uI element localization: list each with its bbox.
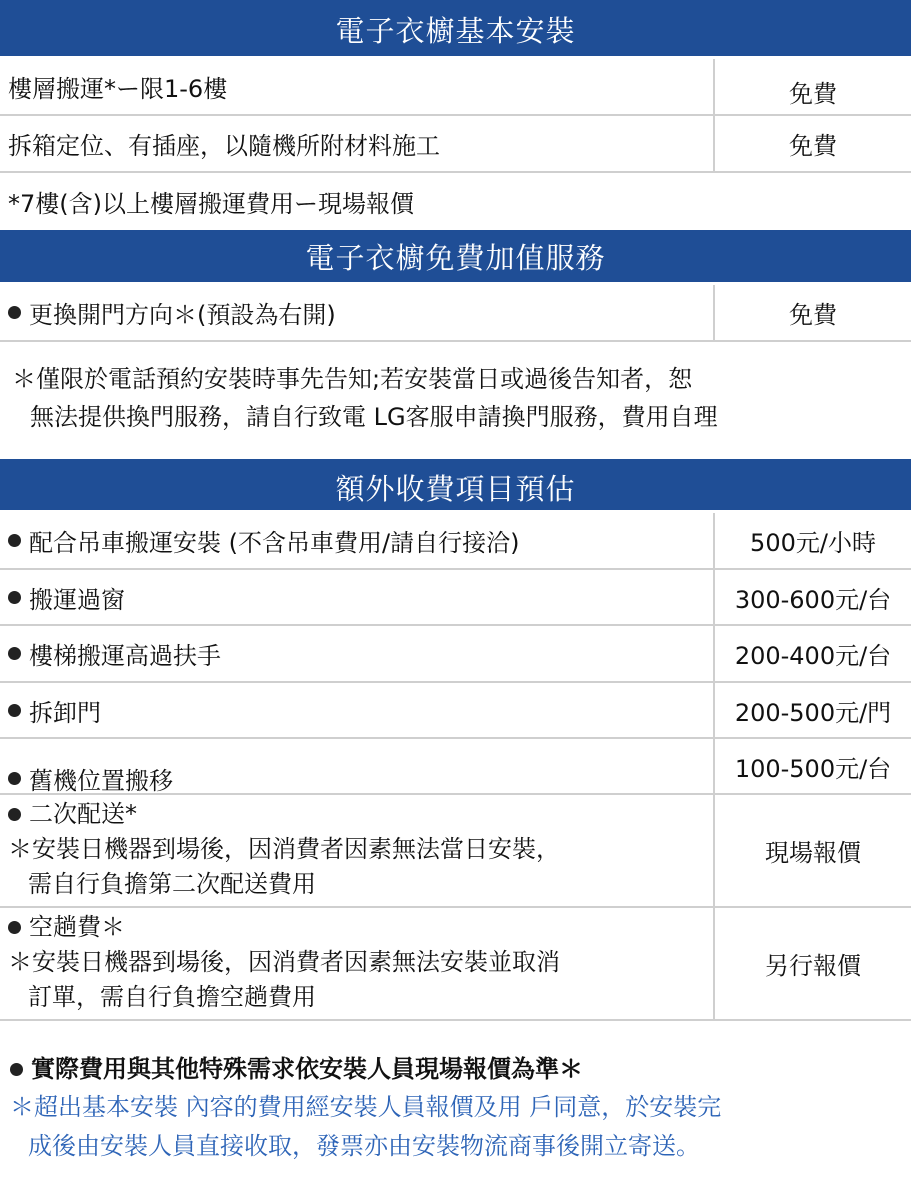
row-price: 200-400元/台 (713, 626, 911, 681)
row-price: 免費 (713, 59, 911, 114)
row-price: 300-600元/台 (713, 570, 911, 624)
high-floor-note: *7樓(含)以上樓層搬運費用ー現場報價 (8, 190, 414, 218)
row-label: 搬運過窗 (29, 585, 125, 614)
section-header-basic-install: 電子衣櫥基本安裝 (0, 0, 911, 59)
bullet-icon (8, 808, 21, 821)
bullet-icon (10, 1063, 23, 1076)
price-row (0, 59, 911, 116)
row-price: 500元/小時 (713, 513, 911, 568)
row-price: 100-500元/台 (713, 739, 911, 793)
price-row-redelivery (0, 795, 911, 908)
bullet-icon (8, 306, 21, 319)
bullet-icon (8, 921, 21, 934)
door-change-note: ＊僅限於電話預約安裝時事先告知;若安裝當日或過後告知者，恕 (12, 365, 693, 393)
row-label: 空趟費＊ (29, 913, 125, 941)
row-label: 樓梯搬運高過扶手 (29, 642, 221, 670)
footer-blue-note: ＊超出基本安裝 內容的費用經安裝人員報價及用 戶同意，於安裝完 (10, 1093, 722, 1122)
note-row (0, 173, 911, 230)
bullet-icon (8, 704, 21, 717)
door-change-note: 無法提供換門服務，請自行致電 LG客服申請換門服務，費用自理 (30, 403, 718, 432)
row-note: ＊安裝日機器到場後，因消費者因素無法安裝並取消 (8, 947, 560, 976)
price-row-empty-trip (0, 908, 911, 1021)
bullet-icon (8, 534, 21, 547)
row-label: 樓層搬運*ー限1-6樓 (8, 75, 228, 103)
price-row (0, 626, 911, 683)
row-price: 另行報價 (713, 908, 911, 1019)
row-price: 200-500元/門 (713, 683, 911, 737)
bullet-icon (8, 591, 21, 604)
price-row (0, 683, 911, 739)
section-header-extra-charges: 額外收費項目預估 (0, 456, 911, 513)
row-label: 配合吊車搬運安裝 (不含吊車費用/請自行接洽) (29, 529, 520, 557)
row-label: 拆卸門 (29, 698, 101, 727)
row-label: 拆箱定位、有插座，以隨機所附材料施工 (8, 132, 440, 160)
price-row (0, 116, 911, 173)
row-price: 現場報價 (713, 795, 911, 906)
price-row (0, 739, 911, 795)
bullet-icon (8, 647, 21, 660)
row-label: 二次配送* (29, 800, 137, 828)
row-price: 免費 (713, 116, 911, 171)
price-row (0, 513, 911, 570)
bullet-icon (8, 772, 21, 785)
row-price: 免費 (713, 285, 911, 340)
price-row (0, 570, 911, 626)
price-row (0, 285, 911, 342)
section-header-free-service: 電子衣櫥免費加值服務 (0, 230, 911, 285)
row-label: 舊機位置搬移 (29, 766, 173, 795)
row-note: 需自行負擔第二次配送費用 (28, 869, 316, 898)
row-label: 更換開門方向＊(預設為右開) (29, 301, 336, 329)
row-note: 訂單，需自行負擔空趟費用 (28, 982, 316, 1011)
note-row (0, 342, 911, 456)
row-note: ＊安裝日機器到場後，因消費者因素無法當日安裝， (8, 834, 560, 863)
footer-main-note: 實際費用與其他特殊需求依安裝人員現場報價為準＊ (31, 1055, 583, 1083)
footer-blue-note: 成後由安裝人員直接收取，發票亦由安裝物流商事後開立寄送。 (28, 1131, 700, 1160)
footer-notes (10, 1050, 903, 1165)
